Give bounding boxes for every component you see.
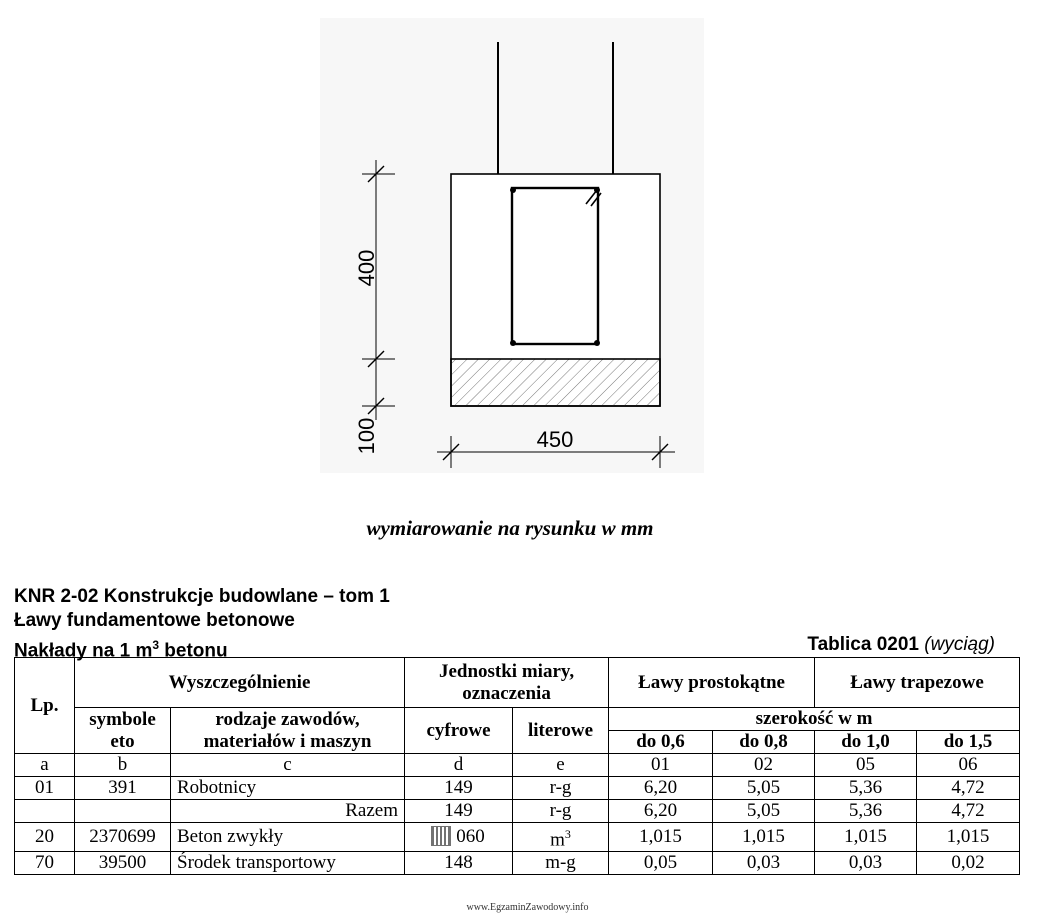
cell-cyfrowe: 149 [405, 800, 513, 823]
header-do06: do 0,6 [609, 731, 713, 754]
cell-symbol [75, 800, 171, 823]
header-line3: Nakłady na 1 $m^3$ betonu [14, 638, 228, 662]
table-row-total [15, 800, 1020, 823]
cell-value: 4,72 [917, 800, 1020, 823]
cell-name: Razem [171, 800, 405, 823]
rebar-top-left [510, 187, 516, 193]
cell-value: 0,05 [609, 852, 713, 875]
header-jednostki: Jednostki miary, oznaczenia [405, 658, 609, 708]
cell-symbol: 391 [75, 777, 171, 800]
cell-name: Środek transportowy [171, 852, 405, 875]
header-rodzaje: rodzaje zawodów, materiałów i maszyn [171, 708, 405, 754]
cell-value: 5,36 [815, 800, 917, 823]
table-row [15, 777, 1020, 800]
cell-value: 5,36 [815, 777, 917, 800]
cell-value: 4,72 [917, 777, 1020, 800]
cell-name: Beton zwykły [171, 823, 405, 852]
cell-symbol: 2370699 [75, 823, 171, 852]
base-hatch [451, 359, 660, 406]
cell-cyfrowe: 149 [405, 777, 513, 800]
dim-label-100: 100 [354, 417, 379, 455]
table-row [15, 852, 1020, 875]
cell-literowe: r-g [513, 777, 609, 800]
header-cyfrowe: cyfrowe [405, 708, 513, 754]
header-lp: Lp. [15, 658, 75, 754]
qr-code-icon [432, 827, 450, 845]
header-do08: do 0,8 [713, 731, 815, 754]
cell-value: 6,20 [609, 777, 713, 800]
cell-value: 6,20 [609, 800, 713, 823]
letter-cell: b [75, 754, 171, 777]
cell-lp [15, 800, 75, 823]
header-line2: Ławy fundamentowe betonowe [14, 610, 295, 631]
cell-literowe: $m^3$ [513, 823, 609, 852]
drawing-caption: wymiarowanie na rysunku w mm [366, 516, 654, 540]
rebar-bottom-right [594, 340, 600, 346]
letter-cell: 01 [609, 754, 713, 777]
cell-value: 1,015 [917, 823, 1020, 852]
letter-cell: 06 [917, 754, 1020, 777]
cell-literowe: m-g [513, 852, 609, 875]
letter-cell: 05 [815, 754, 917, 777]
letters-row [15, 754, 1020, 777]
letter-cell: 02 [713, 754, 815, 777]
header-symbole: symbole eto [75, 708, 171, 754]
header-do10: do 1,0 [815, 731, 917, 754]
cell-value: 1,015 [609, 823, 713, 852]
cell-cyfrowe: 148 [405, 852, 513, 875]
rebar-bottom-left [510, 340, 516, 346]
footer-watermark: www.EgzaminZawodowy.info [466, 902, 589, 913]
knr-table [14, 657, 1020, 875]
cell-lp: 70 [15, 852, 75, 875]
header-line1: KNR 2-02 Konstrukcje budowlane – tom 1 [14, 586, 390, 607]
dim-label-400: 400 [354, 249, 379, 287]
cell-value: 1,015 [815, 823, 917, 852]
cell-cyfrowe: 060 [405, 823, 513, 852]
letter-cell: a [15, 754, 75, 777]
letter-cell: d [405, 754, 513, 777]
letter-cell: e [513, 754, 609, 777]
header-szerokosc: szerokość w m [609, 708, 1020, 731]
cell-value: 0,03 [815, 852, 917, 875]
header-literowe: literowe [513, 708, 609, 754]
header-do15: do 1,5 [917, 731, 1020, 754]
cell-value: 1,015 [713, 823, 815, 852]
cell-value: 5,05 [713, 800, 815, 823]
letter-cell: c [171, 754, 405, 777]
cell-lp: 01 [15, 777, 75, 800]
dim-label-450: 450 [536, 427, 574, 452]
cell-value: 0,02 [917, 852, 1020, 875]
header-lawy-prostokatne: Ławy prostokątne [609, 658, 815, 708]
cell-name: Robotnicy [171, 777, 405, 800]
table-number: Tablica 0201 (wyciąg) [807, 634, 995, 655]
cell-value: 0,03 [713, 852, 815, 875]
cell-literowe: r-g [513, 800, 609, 823]
cell-lp: 20 [15, 823, 75, 852]
cell-symbol: 39500 [75, 852, 171, 875]
header-wyszczegolnienie: Wyszczególnienie [75, 658, 405, 708]
cell-value: 5,05 [713, 777, 815, 800]
header-lawy-trapezowe: Ławy trapezowe [815, 658, 1020, 708]
table-row [15, 823, 1020, 852]
